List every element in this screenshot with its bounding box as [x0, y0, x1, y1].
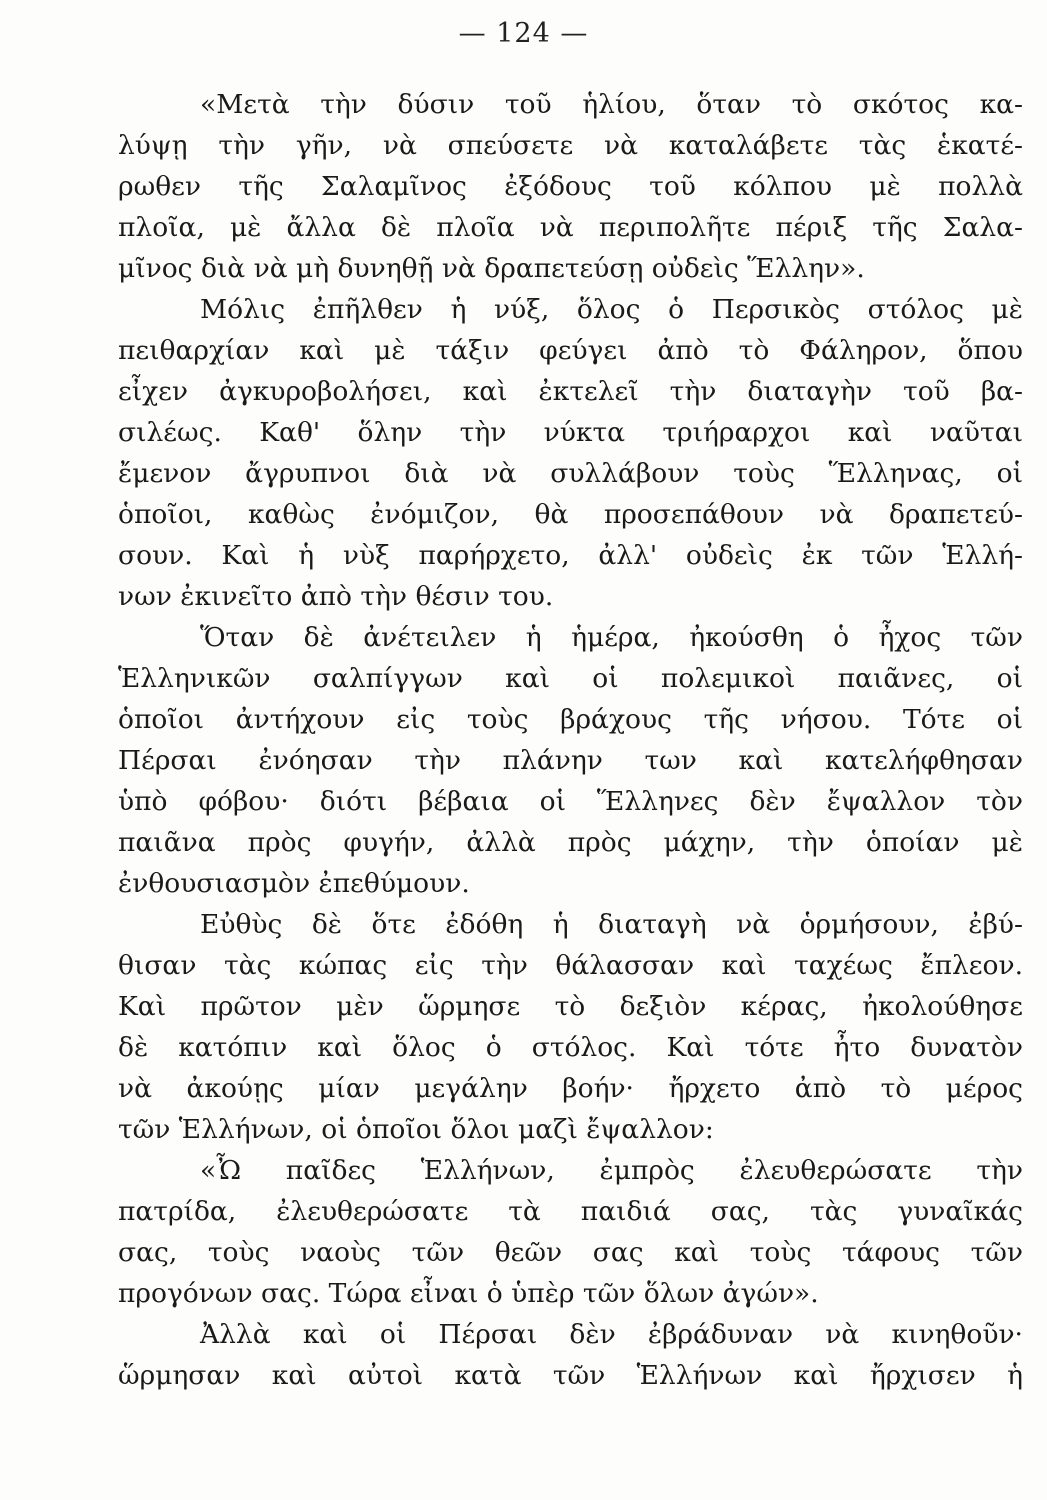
- text-line: ἔμενον ἄγρυπνοι διὰ νὰ συλλάβουν τοὺς Ἕλληνας, οἱ: [118, 458, 1023, 489]
- text-line: Ὅταν δὲ ἀνέτειλεν ἡ ἡμέρα, ἠκούσθη ὁ ἦχος τῶν: [200, 622, 1023, 653]
- text-line: «Ὦ παῖδες Ἑλλήνων, ἐμπρὸς ἐλευθερώσατε τὴν: [200, 1155, 1023, 1186]
- text-line: ὥρμησαν καὶ αὐτοὶ κατὰ τῶν Ἑλλήνων καὶ ἤρχισεν ἡ: [118, 1360, 1023, 1391]
- text-line: Εὐθὺς δὲ ὅτε ἐδόθη ἡ διαταγὴ νὰ ὁρμήσουν, ἐβύ-: [200, 909, 1023, 940]
- text-line: παιᾶνα πρὸς φυγήν, ἀλλὰ πρὸς μάχην, τὴν ὁποίαν μὲ: [118, 827, 1023, 858]
- text-line: ρωθεν τῆς Σαλαμῖνος ἐξόδους τοῦ κόλπου μὲ πολλὰ: [118, 171, 1023, 202]
- text-line: τῶν Ἑλλήνων, οἱ ὁποῖοι ὅλοι μαζὶ ἔψαλλον:: [118, 1114, 714, 1145]
- text-line: πλοῖα, μὲ ἄλλα δὲ πλοῖα νὰ περιπολῆτε πέριξ τῆς Σαλα-: [118, 212, 1023, 243]
- text-line: προγόνων σας. Τώρα εἶναι ὁ ὑπὲρ τῶν ὅλων ἀγών».: [118, 1278, 819, 1309]
- text-line: σιλέως. Καθ' ὅλην τὴν νύκτα τριήραρχοι καὶ ναῦται: [118, 417, 1023, 448]
- text-line: σουν. Καὶ ἡ νὺξ παρήρχετο, ἀλλ' οὐδεὶς ἐκ τῶν Ἑλλή-: [118, 540, 1023, 571]
- page-number: — 124 —: [458, 18, 589, 49]
- text-line: ὁποῖοι ἀντήχουν εἰς τοὺς βράχους τῆς νήσου. Τότε οἱ: [118, 704, 1023, 735]
- text-line: ἐνθουσιασμὸν ἐπεθύμουν.: [118, 868, 470, 899]
- text-line: θισαν τὰς κώπας εἰς τὴν θάλασσαν καὶ ταχέως ἔπλεον.: [118, 950, 1023, 981]
- text-line: Ἑλληνικῶν σαλπίγγων καὶ οἱ πολεμικοὶ παιᾶνες, οἱ: [118, 663, 1023, 694]
- body-text: [118, 84, 1023, 1396]
- text-line: πατρίδα, ἐλευθερώσατε τὰ παιδιά σας, τὰς γυναῖκάς: [118, 1196, 1023, 1227]
- text-line: Μόλις ἐπῆλθεν ἡ νύξ, ὅλος ὁ Περσικὸς στόλος μὲ: [200, 294, 1023, 325]
- text-line: νὰ ἀκούῃς μίαν μεγάλην βοήν· ἤρχετο ἀπὸ τὸ μέρος: [118, 1073, 1023, 1104]
- text-line: μῖνος διὰ νὰ μὴ δυνηθῇ νὰ δραπετεύσῃ οὐδεὶς Ἕλλην».: [118, 253, 865, 284]
- text-line: πειθαρχίαν καὶ μὲ τάξιν φεύγει ἀπὸ τὸ Φάληρον, ὅπου: [118, 335, 1023, 366]
- text-line: Ἀλλὰ καὶ οἱ Πέρσαι δὲν ἐβράδυναν νὰ κινηθοῦν·: [200, 1319, 1023, 1350]
- text-line: «Μετὰ τὴν δύσιν τοῦ ἡλίου, ὅταν τὸ σκότος κα-: [200, 89, 1023, 120]
- text-line: Καὶ πρῶτον μὲν ὥρμησε τὸ δεξιὸν κέρας, ἠκολούθησε: [118, 991, 1023, 1022]
- text-line: δὲ κατόπιν καὶ ὅλος ὁ στόλος. Καὶ τότε ἦτο δυνατὸν: [118, 1032, 1023, 1063]
- text-line: Πέρσαι ἐνόησαν τὴν πλάνην των καὶ κατελήφθησαν: [118, 745, 1023, 776]
- text-line: σας, τοὺς ναοὺς τῶν θεῶν σας καὶ τοὺς τάφους τῶν: [118, 1237, 1023, 1268]
- text-line: εἶχεν ἀγκυροβολήσει, καὶ ἐκτελεῖ τὴν διαταγὴν τοῦ βα-: [118, 376, 1023, 407]
- text-line: ὁποῖοι, καθὼς ἐνόμιζον, θὰ προσεπάθουν νὰ δραπετεύ-: [118, 499, 1023, 530]
- text-line: λύψῃ τὴν γῆν, νὰ σπεύσετε νὰ καταλάβετε τὰς ἑκατέ-: [118, 130, 1023, 161]
- text-line: νων ἐκινεῖτο ἀπὸ τὴν θέσιν του.: [118, 581, 554, 612]
- text-line: ὑπὸ φόβου· διότι βέβαια οἱ Ἕλληνες δὲν ἔψαλλον τὸν: [118, 786, 1023, 817]
